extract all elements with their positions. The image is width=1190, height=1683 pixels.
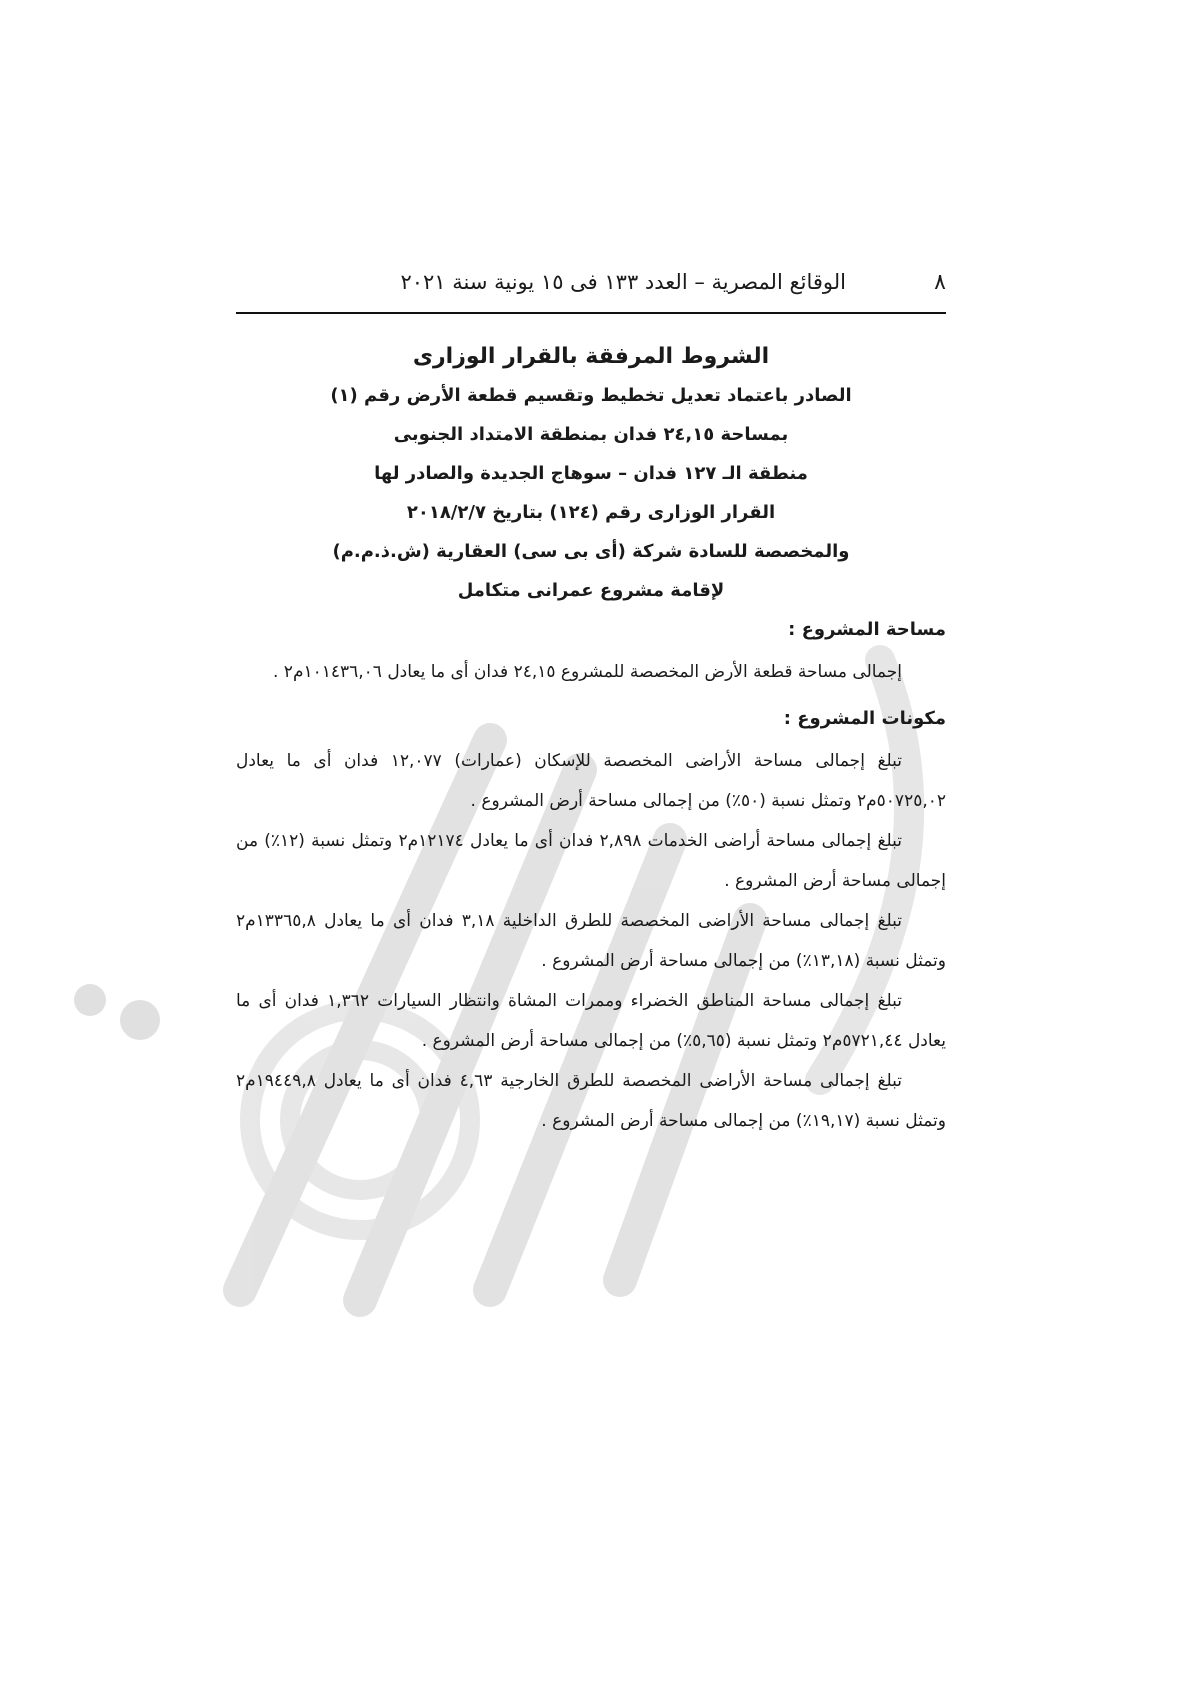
area-paragraph: إجمالى مساحة قطعة الأرض المخصصة للمشروع ٢٤,١٥ فدان أى ما يعادل ١٠١٤٣٦,٠٦م٢ . [272,662,902,682]
heading-line: والمخصصة للسادة شركة (أى بى سى) العقارية (ش.ذ.م.م) [332,541,850,562]
component-paragraph: تبلغ إجمالى مساحة المناطق الخضراء وممرات المشاة وانتظار السيارات ١,٣٦٢ فدان أى ما يعادل ٥٧٢١,٤٤م٢ وتمثل نسبة (٥,٦٥٪) من إجمالى مساحة أرض المشروع . [236,991,946,1051]
heading-title: الشروط المرفقة بالقرار الوزارى [412,344,770,369]
component-paragraph: تبلغ إجمالى مساحة الأراضى المخصصة للطرق الداخلية ٣,١٨ فدان أى ما يعادل ١٣٣٦٥,٨م٢ وتمثل نسبة (١٣,١٨٪) من إجمالى مساحة أرض المشروع . [236,911,946,971]
component-paragraph: تبلغ إجمالى مساحة الأراضى المخصصة للإسكان (عمارات) ١٢,٠٧٧ فدان أى ما يعادل ٥٠٧٢٥,٠٢م٢ وتمثل نسبة (٥٠٪) من إجمالى مساحة أرض المشروع . [236,751,946,811]
components-section-title: مكونات المشروع : [783,708,946,729]
document-page [236,268,946,1141]
area-section-title: مساحة المشروع : [788,619,946,640]
publication-title: الوقائع المصرية – العدد ١٣٣ فى ١٥ يونية سنة ٢٠٢١ [400,270,846,294]
page-header [236,268,946,314]
heading-line: القرار الوزارى رقم (١٢٤) بتاريخ ٢٠١٨/٢/٧ [406,502,776,523]
component-paragraph: تبلغ إجمالى مساحة أراضى الخدمات ٢,٨٩٨ فدان أى ما يعادل ١٢١٧٤م٢ وتمثل نسبة (١٢٪) من إجمالى مساحة أرض المشروع . [236,831,946,891]
heading-line: الصادر باعتماد تعديل تخطيط وتقسيم قطعة الأرض رقم (١) [330,385,852,406]
heading-line: منطقة الـ ١٢٧ فدان – سوهاج الجديدة والصادر لها [374,463,808,484]
component-paragraph: تبلغ إجمالى مساحة الأراضى المخصصة للطرق الخارجية ٤,٦٣ فدان أى ما يعادل ١٩٤٤٩,٨م٢ وتمثل نسبة (١٩,١٧٪) من إجمالى مساحة أرض المشروع . [236,1071,946,1131]
heading-line: بمساحة ٢٤,١٥ فدان بمنطقة الامتداد الجنوبى [393,424,789,445]
decree-heading [236,344,946,601]
heading-line: لإقامة مشروع عمرانى متكامل [457,580,725,601]
page-number: ٨ [934,270,946,295]
